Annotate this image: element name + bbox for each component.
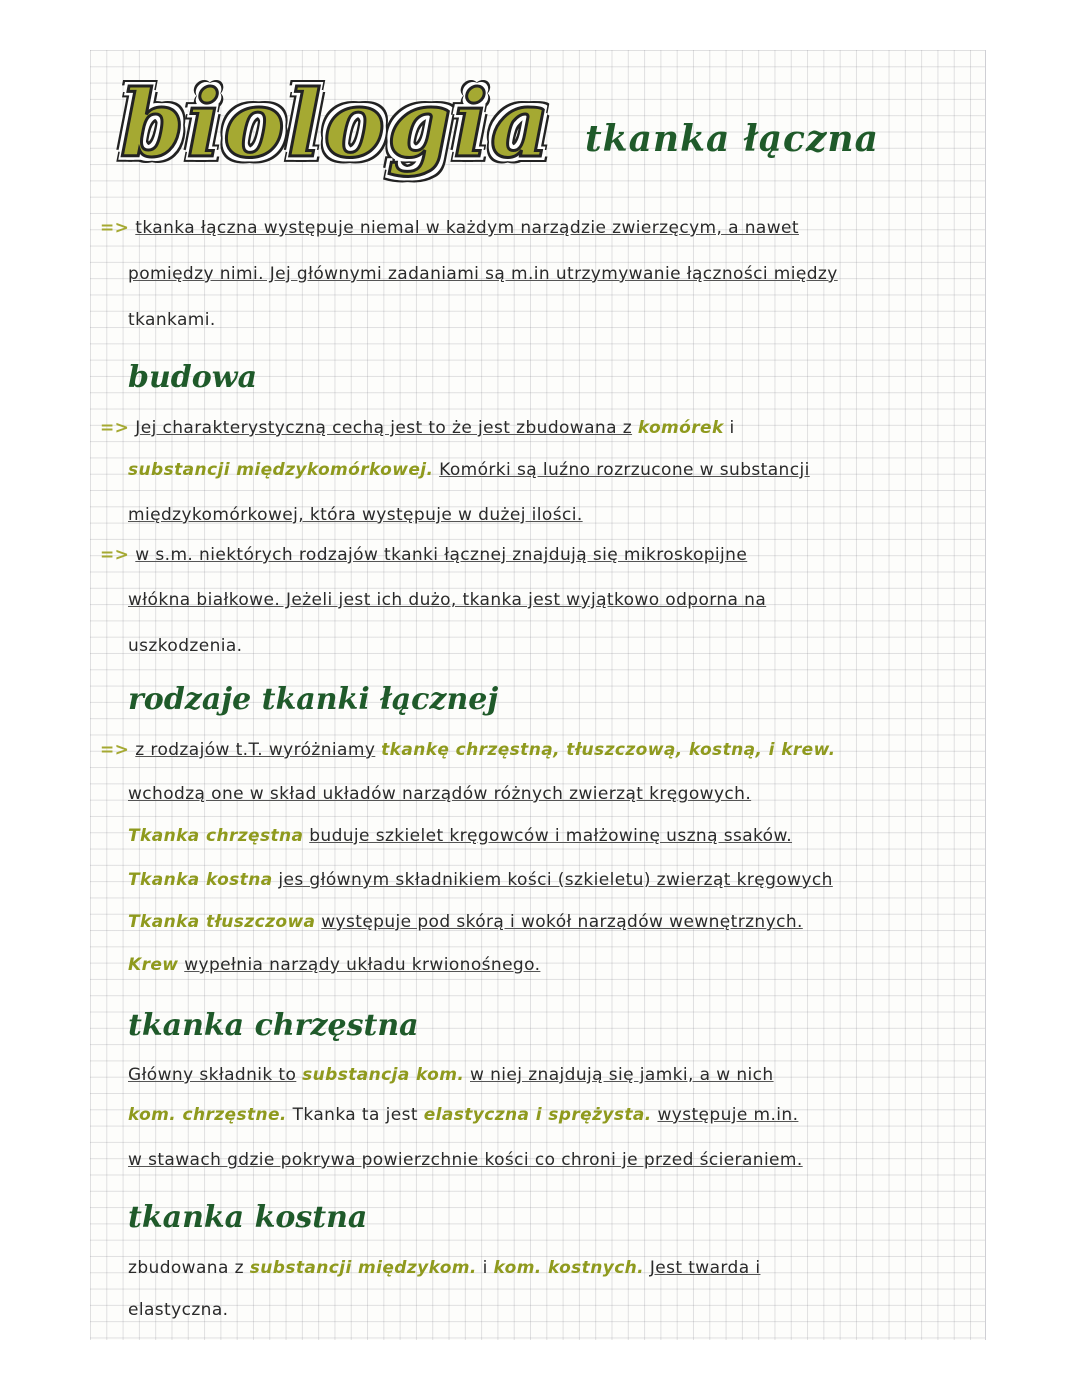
budowa-line-4: => w s.m. niektórych rodzajów tkanki łącznej znajdują się mikroskopijne xyxy=(100,545,748,565)
budowa-line-5: włókna białkowe. Jeżeli jest ich dużo, tkanka jest wyjątkowo odporna na xyxy=(128,590,767,610)
rodzaje-line-2: wchodzą one w skład układów narządów różnych zwierząt kręgowych. xyxy=(128,784,752,804)
rodzaje-line-3: Tkanka chrzęstna buduje szkielet kręgowców i małżowinę uszną ssaków. xyxy=(128,826,793,846)
intro-line-1: => tkanka łączna występuje niemal w każdym narządzie zwierzęcym, a nawet xyxy=(100,218,799,238)
arrow-icon: => xyxy=(100,545,130,565)
arrow-icon: => xyxy=(100,218,130,238)
page-title: biologia xyxy=(120,70,552,178)
chrzestna-line-1: Główny składnik to substancja kom. w niej znajdują się jamki, a w nich xyxy=(128,1065,774,1085)
rodzaje-line-5: Tkanka tłuszczowa występuje pod skórą i wokół narządów wewnętrznych. xyxy=(128,912,803,932)
arrow-icon: => xyxy=(100,418,130,438)
heading-rodzaje: rodzaje tkanki łącznej xyxy=(128,682,499,717)
budowa-line-6: uszkodzenia. xyxy=(128,636,243,656)
kostna-line-1: zbudowana z substancji międzykom. i kom. kostnych. Jest twarda i xyxy=(128,1258,761,1278)
budowa-line-2: substancji międzykomórkowej. Komórki są luźno rozrzucone w substancji xyxy=(128,460,810,480)
rodzaje-line-1: => z rodzajów t.T. wyróżniamy tkankę chrzęstną, tłuszczową, kostną, i krew. xyxy=(100,740,836,760)
budowa-line-3: międzykomórkowej, która występuje w dużej ilości. xyxy=(128,505,583,525)
page-subtitle: tkanka łączna xyxy=(585,118,879,160)
intro-line-2: pomiędzy nimi. Jej głównymi zadaniami są m.in utrzymywanie łączności między xyxy=(128,264,838,284)
heading-budowa: budowa xyxy=(128,360,258,395)
arrow-icon: => xyxy=(100,740,130,760)
rodzaje-line-6: Krew wypełnia narządy układu krwionośnego. xyxy=(128,955,541,975)
chrzestna-line-3: w stawach gdzie pokrywa powierzchnie kości co chroni je przed ścieraniem. xyxy=(128,1150,803,1170)
heading-chrzestna: tkanka chrzęstna xyxy=(128,1008,419,1043)
heading-kostna: tkanka kostna xyxy=(128,1200,368,1235)
budowa-line-1: => Jej charakterystyczną cechą jest to że jest zbudowana z komórek i xyxy=(100,418,735,438)
rodzaje-line-4: Tkanka kostna jes głównym składnikiem kości (szkieletu) zwierząt kręgowych xyxy=(128,870,833,890)
intro-line-3: tkankami. xyxy=(128,310,216,330)
chrzestna-line-2: kom. chrzęstne. Tkanka ta jest elastyczna i sprężysta. występuje m.in. xyxy=(128,1105,799,1125)
kostna-line-2: elastyczna. xyxy=(128,1300,229,1320)
